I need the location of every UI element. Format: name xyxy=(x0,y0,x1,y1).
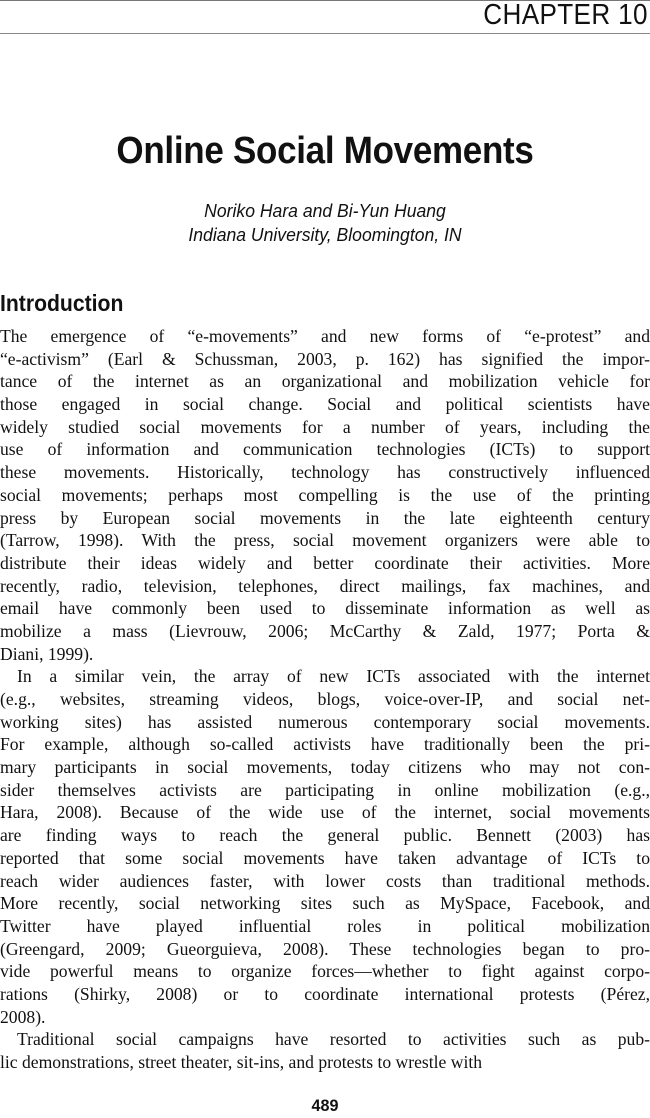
paragraph xyxy=(0,1028,650,1073)
text-line: are finding ways to reach the general public. Bennett (2003) has xyxy=(0,825,650,846)
text-line: The emergence of “e-movements” and new forms of “e-protest” and xyxy=(0,326,650,346)
text-line: For example, although so-called activists have traditionally been the pri- xyxy=(0,734,650,755)
text-line: Diani, 1999). xyxy=(0,643,94,664)
text-line: reach wider audiences faster, with lower costs than traditional methods. xyxy=(0,870,650,891)
text-line: those engaged in social change. Social and political scientists have xyxy=(0,394,650,415)
text-line: mary participants in social movements, today citizens who may not con- xyxy=(0,757,650,778)
text-line: email have commonly been used to disseminate information as well as xyxy=(0,598,650,619)
text-line: tance of the internet as an organizational and mobilization vehicle for xyxy=(0,371,650,392)
text-line: 2008). xyxy=(0,1006,46,1027)
text-line: use of information and communication technologies (ICTs) to support xyxy=(0,439,650,460)
text-line: (Greengard, 2009; Gueorguieva, 2008). These technologies began to pro- xyxy=(0,938,650,959)
chapter-label: CHAPTER 10 xyxy=(483,0,648,31)
text-line: mobilize a mass (Lievrouw, 2006; McCarthy & Zald, 1977; Porta & xyxy=(0,620,650,641)
text-line: Traditional social campaigns have resorted to activities such as pub- xyxy=(17,1029,650,1050)
text-line: press by European social movements in the late eighteenth century xyxy=(0,507,650,528)
text-line: (Tarrow, 1998). With the press, social movement organizers were able to xyxy=(0,530,650,551)
text-line: rations (Shirky, 2008) or to coordinate international protests (Pérez, xyxy=(0,983,650,1004)
chapter-authors: Noriko Hara and Bi-Yun Huang xyxy=(204,200,446,221)
text-line: In a similar vein, the array of new ICTs associated with the internet xyxy=(17,666,650,687)
text-line: sider themselves activists are participating in online mobilization (e.g., xyxy=(0,779,650,800)
text-line: widely studied social movements for a number of years, including the xyxy=(0,416,650,437)
author-affiliation: Indiana University, Bloomington, IN xyxy=(188,224,462,245)
text-line: reported that some social movements have taken advantage of ICTs to xyxy=(0,847,650,868)
text-line: distribute their ideas widely and better coordinate their activities. More xyxy=(0,552,650,573)
paragraph xyxy=(0,665,650,1028)
text-line: social movements; perhaps most compelling is the use of the printing xyxy=(0,484,650,505)
body-text xyxy=(0,325,650,1074)
text-line: vide powerful means to organize forces—whether to fight against corpo- xyxy=(0,961,650,982)
paragraph xyxy=(0,325,650,665)
chapter-title: Online Social Movements xyxy=(116,130,534,172)
text-line: (e.g., websites, streaming videos, blogs, voice-over-IP, and social net- xyxy=(0,689,650,709)
text-line: recently, radio, television, telephones, direct mailings, fax machines, and xyxy=(0,575,650,596)
text-line: lic demonstrations, street theater, sit-ins, and protests to wrestle with xyxy=(0,1052,483,1072)
text-line: “e-activism” (Earl & Schussman, 2003, p. 162) has signified the impor- xyxy=(0,348,650,369)
text-line: More recently, social networking sites such as MySpace, Facebook, and xyxy=(0,893,650,914)
chapter-header-rule xyxy=(0,33,650,34)
text-line: Twitter have played influential roles in political mobilization xyxy=(0,915,650,936)
text-line: these movements. Historically, technology has constructively influenced xyxy=(0,462,650,483)
text-line: Hara, 2008). Because of the wide use of the internet, social movements xyxy=(0,802,650,823)
page-number: 489 xyxy=(311,1096,339,1115)
text-line: working sites) has assisted numerous contemporary social movements. xyxy=(0,711,650,732)
section-heading-introduction: Introduction xyxy=(0,290,124,316)
